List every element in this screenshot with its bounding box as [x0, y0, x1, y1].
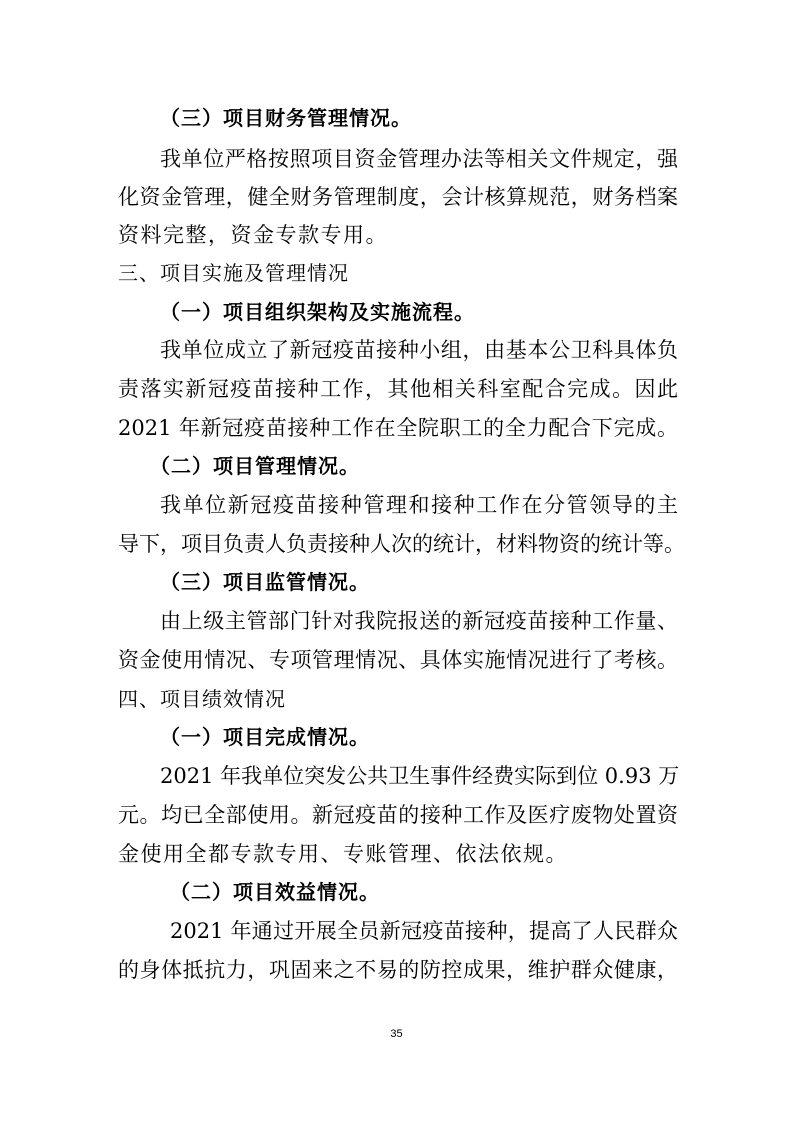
page-number: 35	[390, 1028, 403, 1040]
subsection-heading-supervision: （三）项目监管情况。	[160, 570, 370, 594]
paragraph-line: 元。均已全部使用。新冠疫苗的接种工作及医疗废物处置资	[118, 803, 678, 827]
paragraph-line: 2021 年通过开展全员新冠疫苗接种，提高了人民群众	[170, 919, 678, 943]
subsection-heading-organization: （一）项目组织架构及实施流程。	[160, 300, 475, 324]
subsection-heading-completion: （一）项目完成情况。	[160, 725, 370, 749]
subsection-heading-management: （二）项目管理情况。	[150, 454, 360, 478]
paragraph-line: 我单位新冠疫苗接种管理和接种工作在分管领导的主	[160, 493, 678, 517]
paragraph-line: 化资金管理，健全财务管理制度，会计核算规范，财务档案	[118, 185, 678, 209]
paragraph-line: 资料完整，资金专款专用。	[118, 223, 388, 247]
subsection-heading-finance: （三）项目财务管理情况。	[160, 106, 412, 130]
section-heading-implementation: 三、项目实施及管理情况	[118, 261, 349, 285]
paragraph-line: 导下，项目负责人负责接种人次的统计，材料物资的统计等。	[118, 532, 685, 556]
paragraph-line: 2021 年新冠疫苗接种工作在全院职工的全力配合下完成。	[118, 416, 678, 440]
subsection-heading-benefit: （二）项目效益情况。	[170, 880, 380, 904]
paragraph-line: 责落实新冠疫苗接种工作，其他相关科室配合完成。因此	[118, 377, 678, 401]
paragraph-line: 的身体抵抗力，巩固来之不易的防控成果，维护群众健康，	[118, 958, 678, 982]
paragraph-line: 我单位成立了新冠疫苗接种小组，由基本公卫科具体负	[160, 338, 678, 362]
paragraph-line: 资金使用情况、专项管理情况、具体实施情况进行了考核。	[118, 648, 678, 672]
paragraph-line: 金使用全都专款专用、专账管理、依法依规。	[118, 842, 568, 866]
paragraph-line: 由上级主管部门针对我院报送的新冠疫苗接种工作量、	[160, 609, 678, 633]
section-heading-performance: 四、项目绩效情况	[118, 687, 286, 711]
paragraph-line: 2021 年我单位突发公共卫生事件经费实际到位 0.93 万	[160, 764, 680, 788]
paragraph-line: 我单位严格按照项目资金管理办法等相关文件规定，强	[160, 147, 678, 171]
